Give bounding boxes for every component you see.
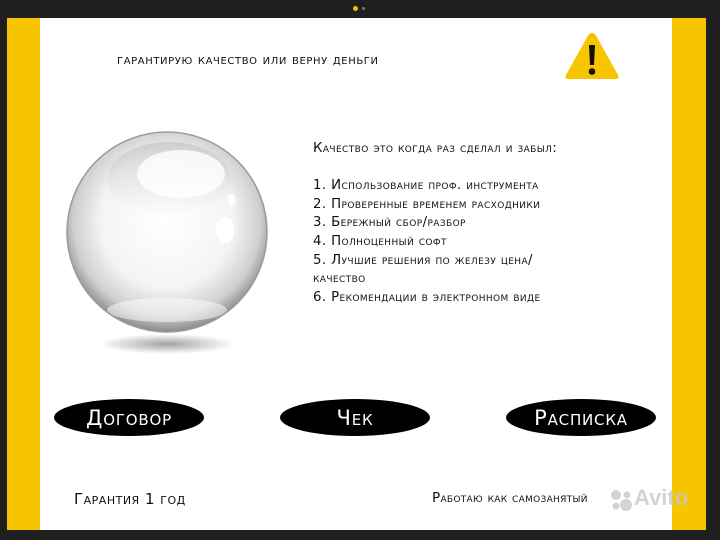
glass-sphere-image — [57, 122, 277, 362]
list-item: 5. Лучшие решения по железу цена/качество — [313, 252, 533, 287]
list-item: 3. Бережный сбор/разбор — [313, 215, 466, 231]
note-button[interactable]: Расписка — [506, 399, 656, 436]
info-intro: Качество это когда раз сделал и забыл: — [313, 141, 558, 156]
list-item: 2. Проверенные временем расходники — [313, 196, 541, 212]
watermark-text: Avito — [634, 485, 689, 510]
promo-card — [7, 18, 706, 530]
quality-info — [313, 140, 663, 307]
list-item: 1. Использование проф. инструмента — [313, 178, 539, 194]
gallery-pagination-dots[interactable] — [350, 5, 370, 11]
avito-logo-icon — [608, 487, 634, 513]
active-dot[interactable] — [353, 6, 358, 11]
left-accent-stripe — [7, 18, 40, 530]
inactive-dot[interactable] — [362, 7, 365, 10]
contract-button[interactable]: Договор — [54, 399, 204, 436]
warning-triangle-icon — [563, 30, 621, 82]
self-employed-text: Работаю как самозанятый — [432, 490, 588, 506]
list-item: 4. Полноценный софт — [313, 233, 447, 249]
guarantee-text: Гарантия 1 год — [74, 490, 186, 508]
avito-watermark — [606, 481, 706, 517]
right-accent-stripe — [672, 18, 706, 530]
list-item: 6. Рекомендации в электронном виде — [313, 289, 541, 305]
page-title: гарантирую качество или верну деньги — [117, 52, 379, 68]
receipt-button[interactable]: Чек — [280, 399, 430, 436]
